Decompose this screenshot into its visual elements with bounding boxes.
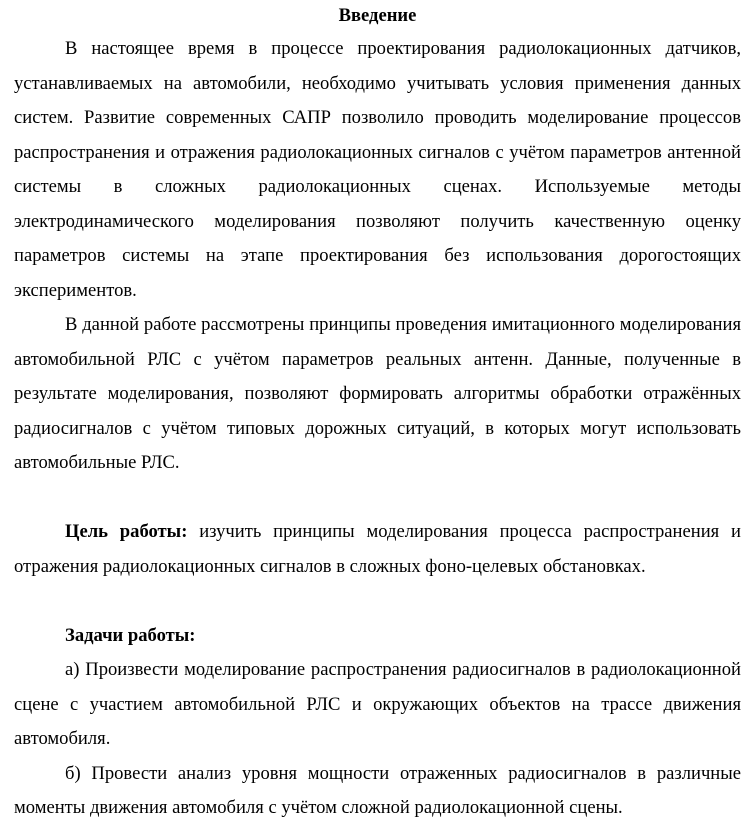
spacer	[14, 481, 741, 516]
spacer	[14, 584, 741, 619]
intro-paragraph-1: В настоящее время в процессе проектирования радиолокационных датчиков, устанавливаемых на автомобили, необходимо учитывать условия применения данных систем. Развитие современных САПР позволило проводить моделирование процессов распространения и отражения радиолокационных сигналов с учётом параметров антенной системы в сложных радиолокационных сценах. Используемые методы электродинамического моделирования позволяют получить качественную оценку параметров системы на этапе проектирования без использования дорогостоящих экспериментов.	[14, 38, 741, 301]
task-item-a: а) Произвести моделирование распространения радиосигналов в радиолокационной сцене с участием автомобильной РЛС и окружающих объектов на трассе движения автомобиля.	[14, 659, 741, 749]
task-item-b: б) Провести анализ уровня мощности отраженных радиосигналов в различные моменты движения автомобиля с учётом сложной радиолокационной сцены.	[14, 762, 741, 818]
goal-text: изучить принципы моделирования процесса распространения и отражения радиолокационных сигналов в сложных фоно-целевых обстановках.	[14, 521, 741, 577]
page-title: Введение	[338, 5, 417, 26]
intro-paragraph-2: В данной работе рассмотрены принципы проведения имитационного моделирования автомобильной РЛС с учётом параметров реальных антенн. Данные, полученные в результате моделирования, позволяют формировать алгоритмы обработки отражённых радиосигналов с учётом типовых дорожных ситуаций, в которых могут использовать автомобильные РЛС.	[14, 314, 741, 473]
goal-paragraph	[14, 515, 741, 584]
goal-label: Цель работы:	[65, 521, 188, 542]
tasks-heading: Задачи работы:	[65, 624, 196, 646]
